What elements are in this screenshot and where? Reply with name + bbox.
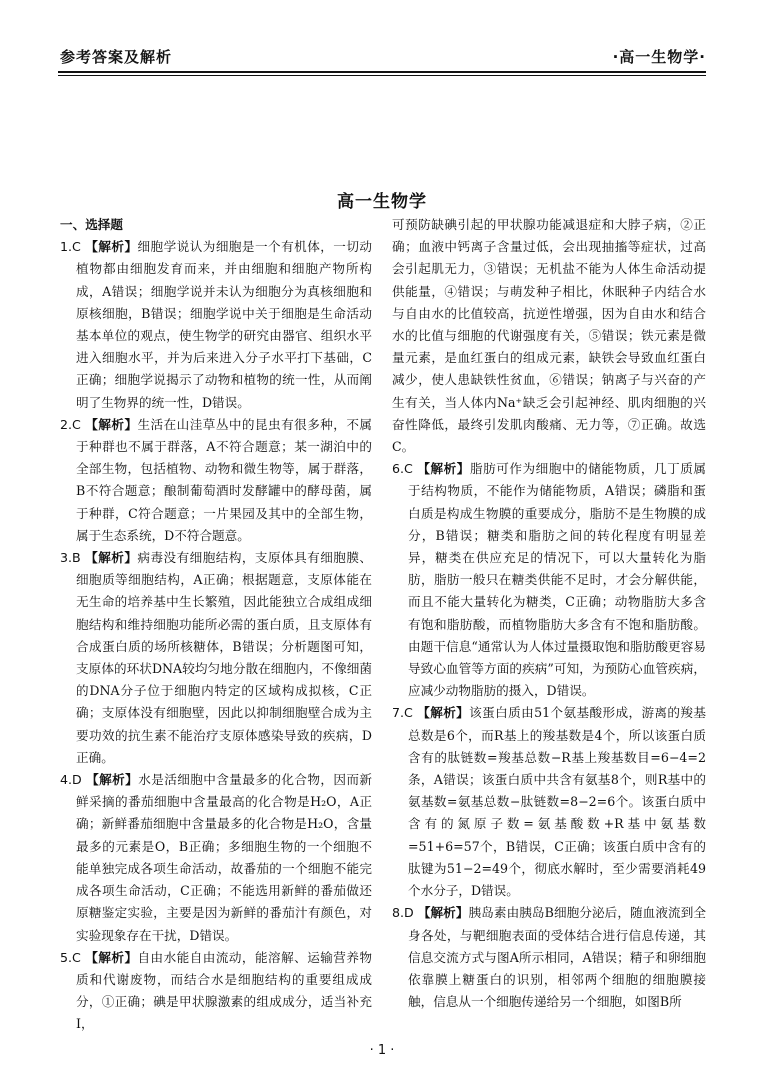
- right-column: [392, 214, 706, 1013]
- header-right-text: ·高一生物学·: [612, 48, 706, 66]
- left-column: [60, 214, 372, 1036]
- answer-number: 5.C: [60, 949, 81, 965]
- answer-item-8: [392, 902, 706, 1013]
- answer-text: 脂肪可作为细胞中的储能物质，几丁质属于结构物质，不能作为储能物质，A错误；磷脂和蛋白质是构成生物膜的重要成分，脂肪不是生物膜的成分，B错误；糖类和脂肪之间的转化程度有明显差异，糖类在供应充足的情况下，可以大量转化为脂肪，脂肪一般只在糖类供能不足时，才会分解供能，而且不能大量转化为糖类，C正确；动物脂肪大多含有饱和脂肪酸，而植物脂肪大多含有不饱和脂肪酸。由题干信息“通常认为人体过量摄取饱和脂肪酸更容易导致心血管等方面的疾病”可知，为预防心血管疾病，应减少动物脂肪的摄入，D错误。: [408, 461, 706, 699]
- answer-number: 8.D: [392, 905, 414, 921]
- answer-item-6: [392, 458, 706, 702]
- analysis-tag: 【解析】: [85, 416, 138, 432]
- answer-text: 胰岛素由胰岛B细胞分泌后，随血液流到全身各处，与靶细胞表面的受体结合进行信息传递，其信息交流方式与图A所示相同，A错误；精子和卵细胞依靠膜上糖蛋白的识别，相邻两个细胞的细胞膜接触，信息从一个细胞传递给另一个细胞，如图B所: [408, 905, 706, 1010]
- analysis-tag: 【解析】: [417, 705, 470, 721]
- page-title: 高一生物学: [337, 192, 427, 212]
- analysis-tag: 【解析】: [85, 550, 138, 566]
- answer-text: 细胞学说认为细胞是一个有机体，一切动植物都由细胞发育而来，并由细胞和细胞产物所构成，A错误；细胞学说并未认为细胞分为真核细胞和原核细胞，B错误；细胞学说中关于细胞是生命活动基本单位的观点，使生物学的研究由器官、组织水平进入细胞水平，并为后来进入分子水平打下基础，C正确；细胞学说揭示了动物和植物的统一性，从而阐明了生物界的统一性，D错误。: [76, 239, 372, 410]
- answer-item-7: [392, 702, 706, 902]
- answer-number: 1.C: [60, 239, 81, 255]
- answer-text: 自由水能自由流动，能溶解、运输营养物质和代谢废物，而结合水是细胞结构的重要组成成分，①正确；碘是甲状腺激素的组成成分，适当补充I，: [76, 949, 372, 1032]
- answer-item-2: [60, 414, 372, 547]
- answer-number: 7.C: [392, 705, 413, 721]
- section-heading: 一、选择题: [60, 217, 123, 232]
- answer-text: 该蛋白质由51个氨基酸形成，游离的羧基总数是6个，而R基上的羧基数是4个，所以该蛋白质含有的肽链数=羧基总数−R基上羧基数目=6−4=2条，A错误；该蛋白质中共含有氨基8个，则R基中的氨基数=氨基总数−肽链数=8−2=6个。该蛋白质中含有的氮原子数=氨基酸数+R基中氨基数=51+6=57个，B错误，C正确；该蛋白质中含有的肽键为51−2=49个，彻底水解时，至少需要消耗49个水分子，D错误。: [408, 705, 706, 899]
- page-number: · 1 ·: [369, 1043, 395, 1058]
- analysis-tag: 【解析】: [417, 461, 470, 477]
- analysis-tag: 【解析】: [417, 905, 469, 921]
- answer-item-5-continued: 可预防缺碘引起的甲状腺功能减退症和大脖子病，②正确；血液中钙离子含量过低，会出现抽搐等症状，过高会引起肌无力，③错误；无机盐不能为人体生命活动提供能量，④错误；与萌发种子相比，休眠种子内结合水与自由水的比值较高，抗逆性增强，因为自由水和结合水的比值与细胞的代谢强度有关，⑤错误；铁元素是微量元素，是血红蛋白的组成元素，缺铁会导致血红蛋白减少，使人患缺铁性贫血，⑥错误；钠离子与兴奋的产生有关，当人体内Na⁺缺乏会引起神经、肌肉细胞的兴奋性降低，最终引发肌肉酸痛、无力等，⑦正确。故选C。: [392, 217, 706, 455]
- answer-item-4: [60, 769, 372, 947]
- header-rule-thick: [58, 71, 706, 73]
- header-rule-thin: [58, 75, 706, 76]
- page-header: [58, 46, 706, 72]
- answer-text: 生活在山洼草丛中的昆虫有很多种，不属于种群也不属于群落，A不符合题意；某一湖泊中的全部生物，包括植物、动物和微生物等，属于群落，B不符合题意；酿制葡萄酒时发酵罐中的酵母菌，属于种群，C符合题意；一片果园及其中的全部生物，属于生态系统，D不符合题意。: [76, 416, 372, 543]
- analysis-tag: 【解析】: [85, 949, 138, 965]
- answer-number: 3.B: [60, 550, 81, 566]
- answer-item-5: [60, 947, 372, 1036]
- answer-item-1: [60, 236, 372, 414]
- answer-number: 6.C: [392, 461, 413, 477]
- analysis-tag: 【解析】: [85, 239, 138, 255]
- answer-text: 水是活细胞中含量最多的化合物，因而新鲜采摘的番茄细胞中含量最高的化合物是H₂O，A正确；新鲜番茄细胞中含量最多的化合物是H₂O，含量最多的元素是O，B正确；多细胞生物的一个细胞不能单独完成各项生命活动，故番茄的一个细胞不能完成各项生命活动，C正确；不能选用新鲜的番茄做还原糖鉴定实验，主要是因为新鲜的番茄汁有颜色，对实验现象存在干扰，D错误。: [76, 772, 373, 943]
- answer-text: 病毒没有细胞结构，支原体具有细胞膜、细胞质等细胞结构，A正确；根据题意，支原体能在无生命的培养基中生长繁殖，因此能独立合成组成细胞结构和维持细胞功能所必需的蛋白质，且支原体有合成蛋白质的场所核糖体，B错误；分析题图可知，支原体的环状DNA较均匀地分散在细胞内，不像细菌的DNA分子位于细胞内特定的区域构成拟核，C正确；支原体没有细胞壁，因此以抑制细胞壁合成为主要功效的抗生素不能治疗支原体感染导致的疾病，D正确。: [76, 550, 373, 765]
- header-left-text: 参考答案及解析: [60, 48, 173, 66]
- answer-number: 4.D: [60, 772, 82, 788]
- answer-number: 2.C: [60, 416, 81, 432]
- answer-item-3: [60, 547, 372, 769]
- analysis-tag: 【解析】: [86, 772, 139, 788]
